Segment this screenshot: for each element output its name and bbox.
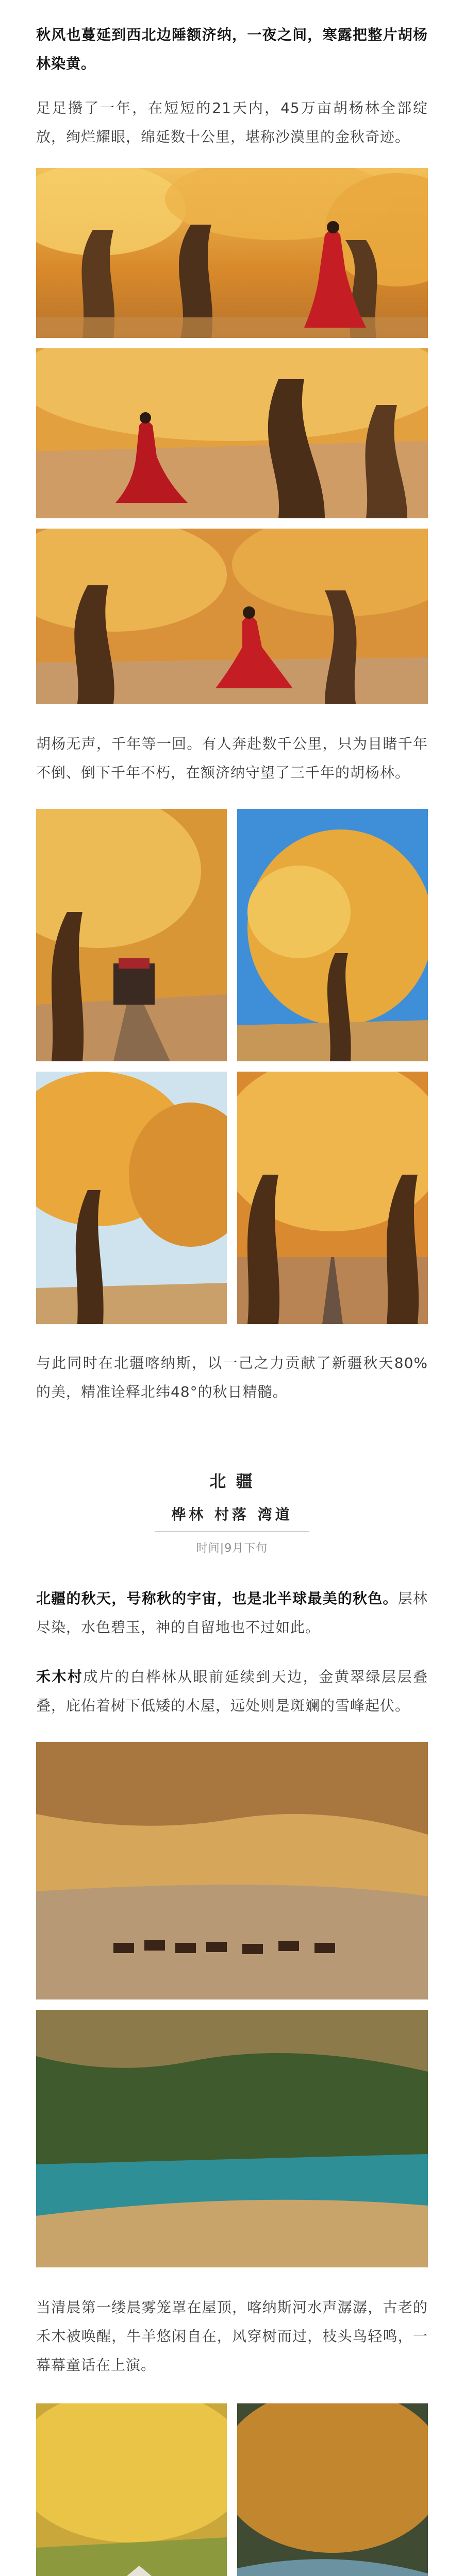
photo-railway-populus-arch xyxy=(237,1072,428,1324)
north-paragraph-2: 禾木村成片的白桦林从眼前延续到天边，金黄翠绿层层叠叠，庇佑着树下低矮的木屋，远处则是斑斓的雪峰起伏。 xyxy=(36,1668,428,1714)
photo-populus-blue-sky xyxy=(237,809,428,1061)
north-date: 时间|9月下旬 xyxy=(196,1542,268,1555)
photo-kanas-lake-forest xyxy=(36,2010,428,2267)
photo-kanas-bend-autumn xyxy=(237,2403,428,2576)
north-paragraph-3: 当清晨第一缕晨雾笼罩在屋顶，喀纳斯河水声潺潺，古老的禾木被唤醒，牛羊悠闲自在，风穿树而过，枝头鸟轻鸣，一幕幕童话在上演。 xyxy=(36,2299,428,2374)
intro-lead: 秋风也蔓延到西北边陲额济纳，一夜之间，寒露把整片胡杨林染黄。 xyxy=(36,26,428,72)
photo-populus-woman-red-dress-2 xyxy=(36,348,428,518)
photo-populus-woman-red-dress-1 xyxy=(36,168,428,338)
north-title: 北 疆 xyxy=(209,1471,255,1491)
north-paragraph-1: 北疆的秋天，号称秋的宇宙，也是北半球最美的秋色。层林尽染，水色碧玉，神的自留地也不过如此。 xyxy=(36,1590,428,1636)
photo-train-through-populus xyxy=(36,809,227,1061)
photo-populus-woman-sitting xyxy=(36,529,428,704)
photo-populus-sunlit xyxy=(36,1072,227,1324)
section3-paragraph: 与此同时在北疆喀纳斯，以一己之力贡献了新疆秋天80%的美，精准诠释北纬48°的秋日精髓。 xyxy=(36,1354,428,1400)
photo-grid-populus-2 xyxy=(36,1072,428,1324)
photo-grid-north xyxy=(36,2403,428,2576)
north-divider xyxy=(155,1531,309,1532)
north-section-header xyxy=(36,1468,428,1555)
article xyxy=(0,21,464,2576)
north-subtitle: 桦林 村落 湾道 xyxy=(171,1506,293,1523)
photo-grid-populus xyxy=(36,809,428,1061)
photo-hemu-cabin-riders xyxy=(36,2403,227,2576)
intro-paragraph: 足足攒了一年，在短短的21天内，45万亩胡杨林全部绽放，绚烂耀眼，绵延数十公里，堪称沙漠里的金秋奇迹。 xyxy=(36,99,428,145)
section2-paragraph: 胡杨无声，千年等一回。有人奔赴数千公里，只为目睹千年不倒、倒下千年不朽，在额济纳守望了三千年的胡杨林。 xyxy=(36,735,428,781)
photo-hemu-horse-riders xyxy=(36,1742,428,1999)
